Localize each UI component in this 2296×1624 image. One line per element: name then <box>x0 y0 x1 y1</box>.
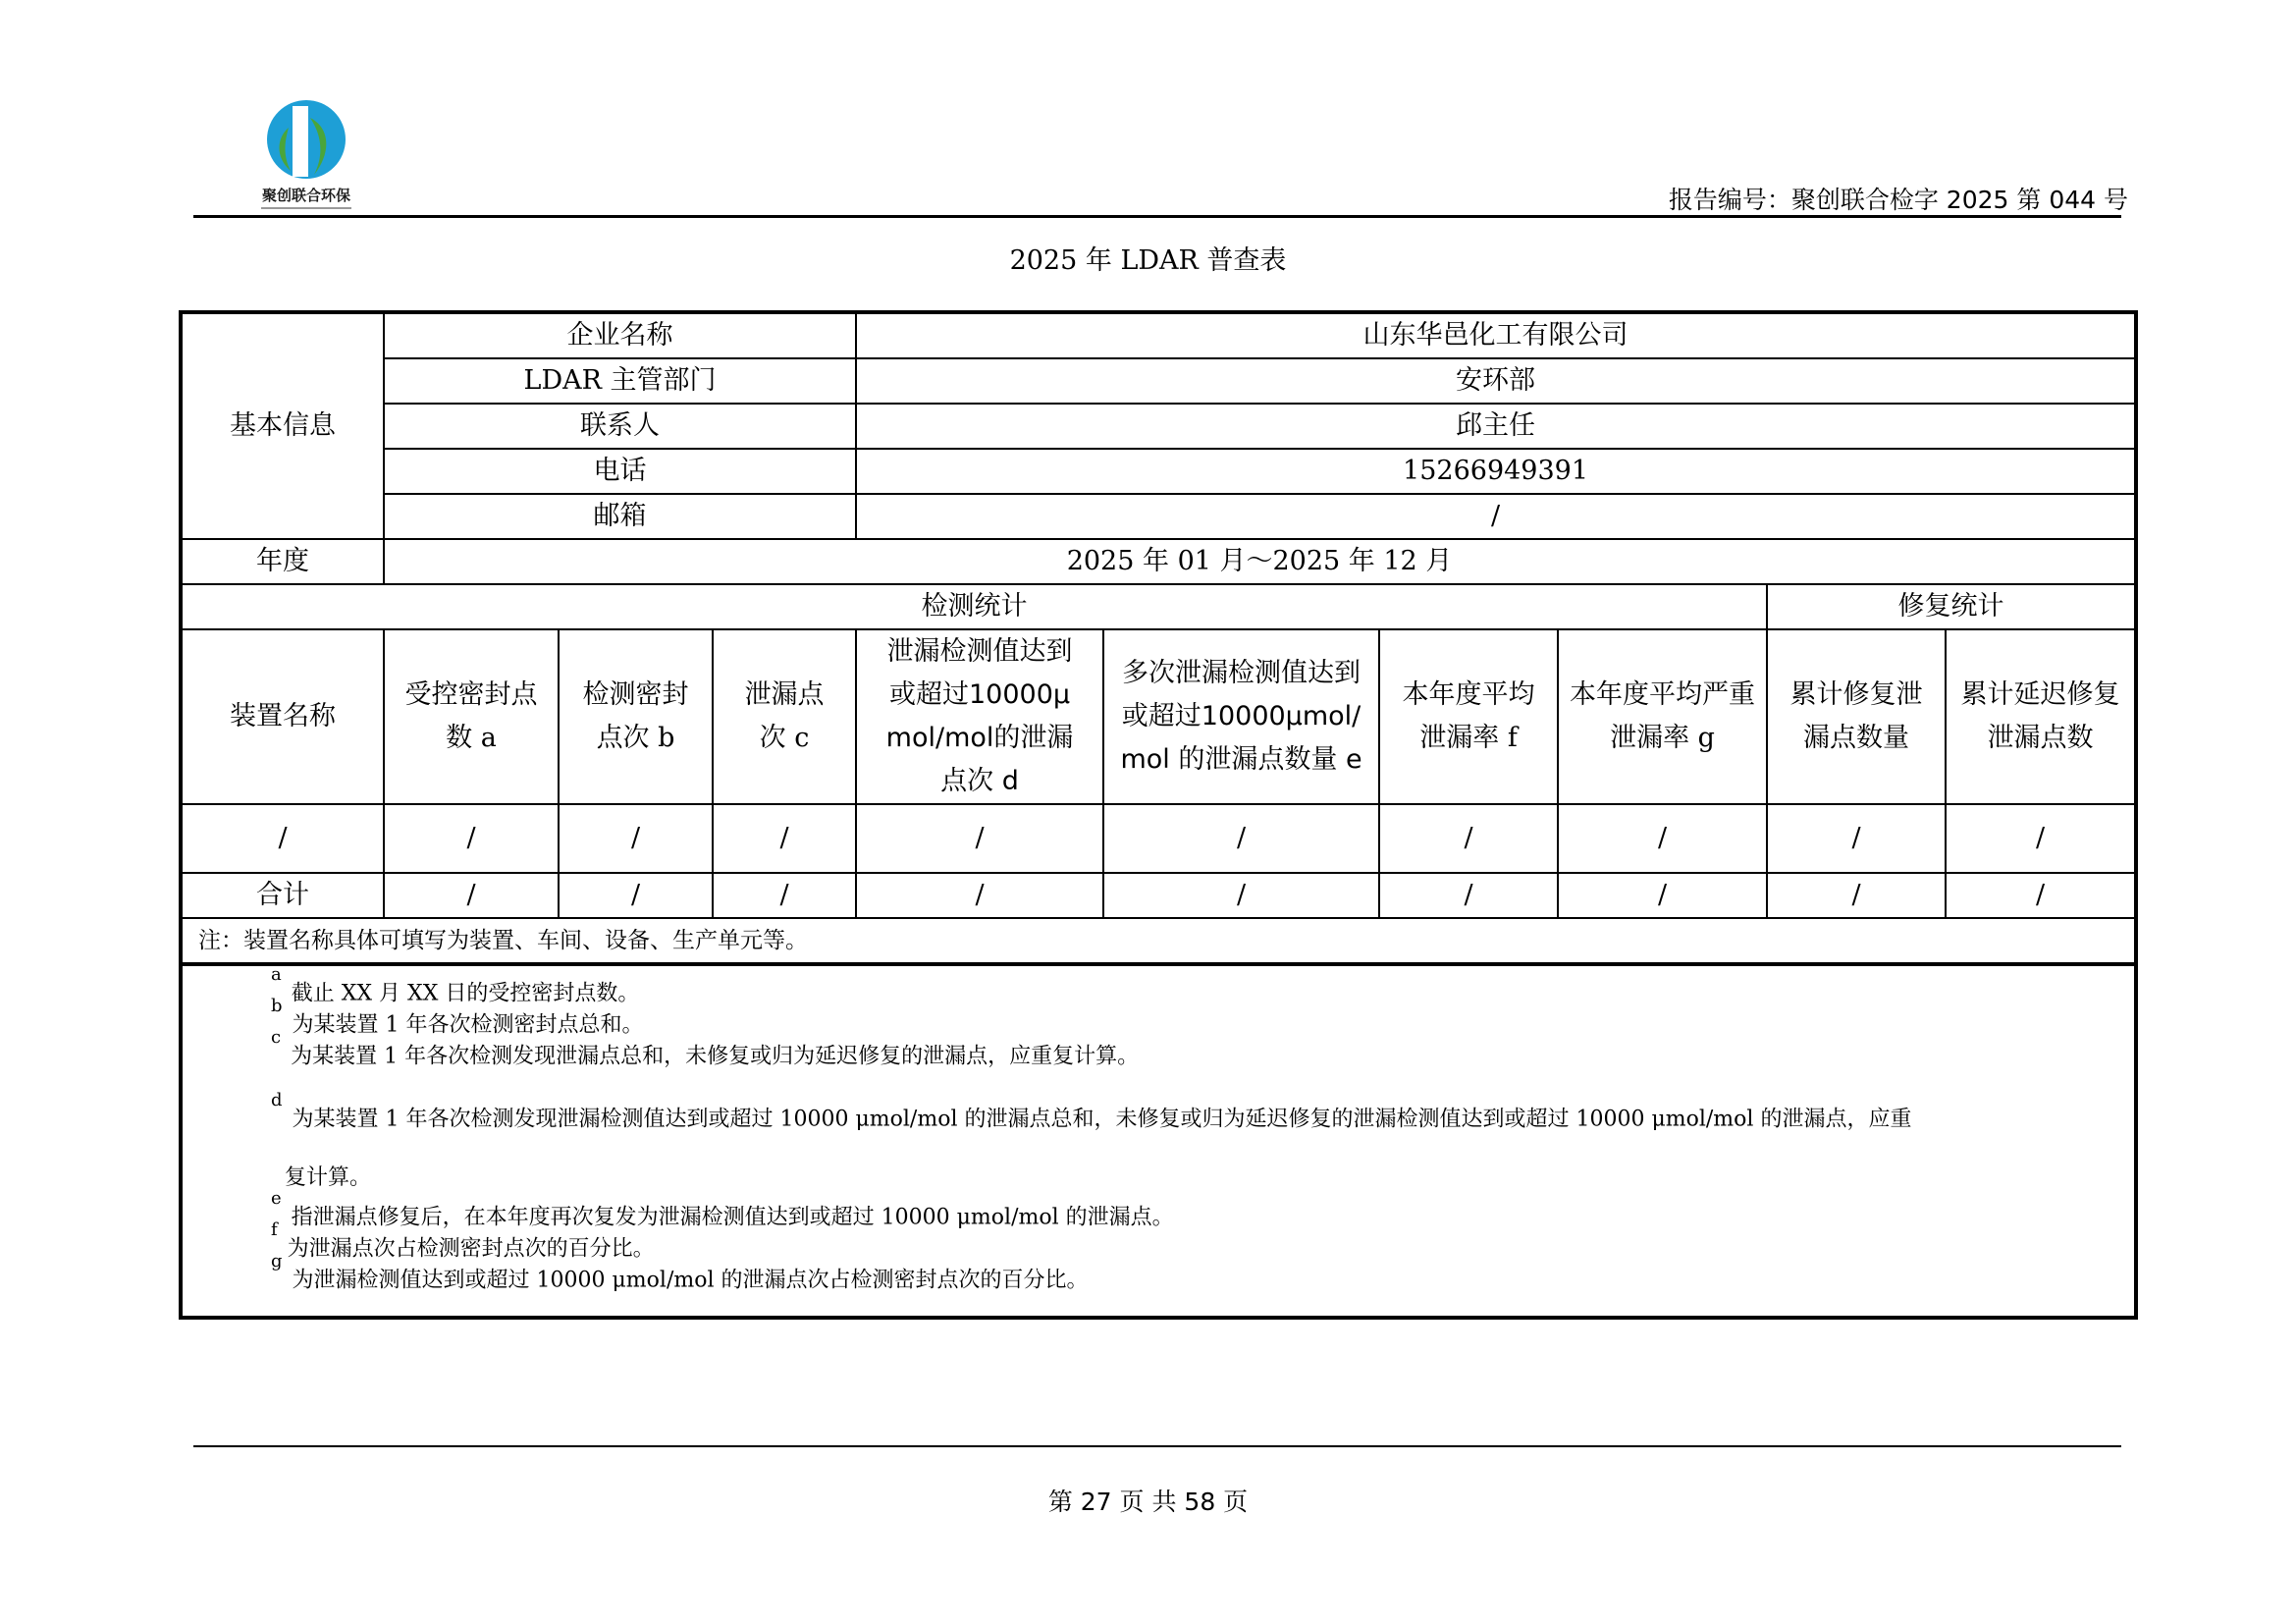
info-label-contact: 联系人 <box>384 404 856 449</box>
footer-divider <box>193 1445 2121 1447</box>
footnote-mark: g <box>271 1251 283 1272</box>
table-cell: / <box>1103 804 1379 873</box>
table-cell: / <box>1379 873 1558 918</box>
col-header-c: 泄漏点次 c <box>713 629 856 804</box>
table-cell: / <box>559 873 713 918</box>
total-row <box>181 873 2136 918</box>
page-number: 第 27 页 共 58 页 <box>1047 1488 1249 1516</box>
table-cell: / <box>1103 873 1379 918</box>
table-cell: / <box>1767 873 1946 918</box>
footnote-mark: e <box>271 1188 282 1209</box>
info-value-contact: 邱主任 <box>856 404 2136 449</box>
footnote-e <box>271 1188 1174 1230</box>
col-header-a: 受控密封点数 a <box>384 629 559 804</box>
footnote-b <box>271 996 644 1038</box>
report-reference: 报告编号：聚创联合检字 2025 第 044 号 <box>1668 186 2128 214</box>
footnote-text: 指泄漏点修复后，在本年度再次复发为泄漏检测值达到或超过 10000 μmol/mol 的泄漏点。 <box>291 1205 1174 1230</box>
footnote-text: 为泄漏检测值达到或超过 10000 μmol/mol 的泄漏点次占检测密封点次的百分比。 <box>292 1268 1089 1293</box>
footnote-text: 截止 XX 月 XX 日的受控密封点数。 <box>291 981 640 1006</box>
table-note: 注：装置名称具体可填写为装置、车间、设备、生产单元等。 <box>181 918 2136 964</box>
table-cell: / <box>1946 873 2136 918</box>
info-label-department: LDAR 主管部门 <box>384 358 856 404</box>
footnote-mark: d <box>271 1090 283 1110</box>
footnote-mark: c <box>271 1027 282 1048</box>
col-header-b: 检测密封点次 b <box>559 629 713 804</box>
company-logo <box>253 98 359 212</box>
table-cell: / <box>1946 804 2136 873</box>
table-cell: / <box>384 804 559 873</box>
col-header-repaired: 累计修复泄漏点数量 <box>1767 629 1946 804</box>
footnote-g <box>271 1251 1089 1293</box>
table-cell: / <box>856 804 1103 873</box>
footnote-a <box>271 964 640 1006</box>
col-header-d: 泄漏检测值达到或超过10000μmol/mol的泄漏点次 d <box>856 629 1103 804</box>
logo-text: 聚创联合环保 <box>261 187 351 204</box>
info-value-phone: 15266949391 <box>856 449 2136 494</box>
total-label: 合计 <box>181 873 384 918</box>
info-label-company: 企业名称 <box>384 312 856 358</box>
footnote-text: 为泄漏点次占检测密封点次的百分比。 <box>287 1236 655 1262</box>
table-cell: / <box>1379 804 1558 873</box>
info-value-department: 安环部 <box>856 358 2136 404</box>
footnote-text: 为某装置 1 年各次检测发现泄漏检测值达到或超过 10000 μmol/mol 的泄漏点总和，未修复或归为延迟修复的泄漏检测值达到或超过 10000 μmol/mol 的泄漏点，应重 <box>292 1107 1912 1132</box>
table-cell: / <box>856 873 1103 918</box>
year-value: 2025 年 01 月～2025 年 12 月 <box>384 539 2136 584</box>
col-header-delayed: 累计延迟修复泄漏点数 <box>1946 629 2136 804</box>
table-cell: / <box>559 804 713 873</box>
footnote-text: 为某装置 1 年各次检测发现泄漏点总和，未修复或归为延迟修复的泄漏点，应重复计算。 <box>291 1044 1140 1069</box>
footnote-c <box>271 1027 1140 1069</box>
col-header-f: 本年度平均泄漏率 f <box>1379 629 1558 804</box>
info-label-email: 邮箱 <box>384 494 856 539</box>
footnotes-box <box>179 956 2138 1320</box>
table-cell: / <box>384 873 559 918</box>
header-divider <box>193 215 2121 218</box>
footnote-text: 为某装置 1 年各次检测密封点总和。 <box>292 1012 644 1038</box>
basic-info-label: 基本信息 <box>181 312 384 539</box>
table-row <box>181 804 2136 873</box>
repair-stats-header: 修复统计 <box>1767 584 2136 629</box>
ldar-survey-table <box>179 310 2138 966</box>
table-cell: / <box>181 804 384 873</box>
footnote-f <box>271 1219 655 1262</box>
table-cell: / <box>713 873 856 918</box>
footnote-mark: a <box>271 964 282 985</box>
year-label: 年度 <box>181 539 384 584</box>
footnote-mark: f <box>271 1219 278 1240</box>
info-value-email: / <box>856 494 2136 539</box>
table-cell: / <box>713 804 856 873</box>
footnote-d <box>271 1090 1912 1132</box>
col-header-e: 多次泄漏检测值达到或超过10000μmol/mol 的泄漏点数量 e <box>1103 629 1379 804</box>
info-value-company: 山东华邑化工有限公司 <box>856 312 2136 358</box>
document-title: 2025 年 LDAR 普查表 <box>1009 245 1287 276</box>
info-label-phone: 电话 <box>384 449 856 494</box>
footnote-d-continuation: 复计算。 <box>285 1165 372 1190</box>
col-header-g: 本年度平均严重泄漏率 g <box>1558 629 1767 804</box>
table-cell: / <box>1767 804 1946 873</box>
col-header-device: 装置名称 <box>181 629 384 804</box>
table-cell: / <box>1558 804 1767 873</box>
table-cell: / <box>1558 873 1767 918</box>
detect-stats-header: 检测统计 <box>181 584 1767 629</box>
footnote-mark: b <box>271 996 283 1016</box>
